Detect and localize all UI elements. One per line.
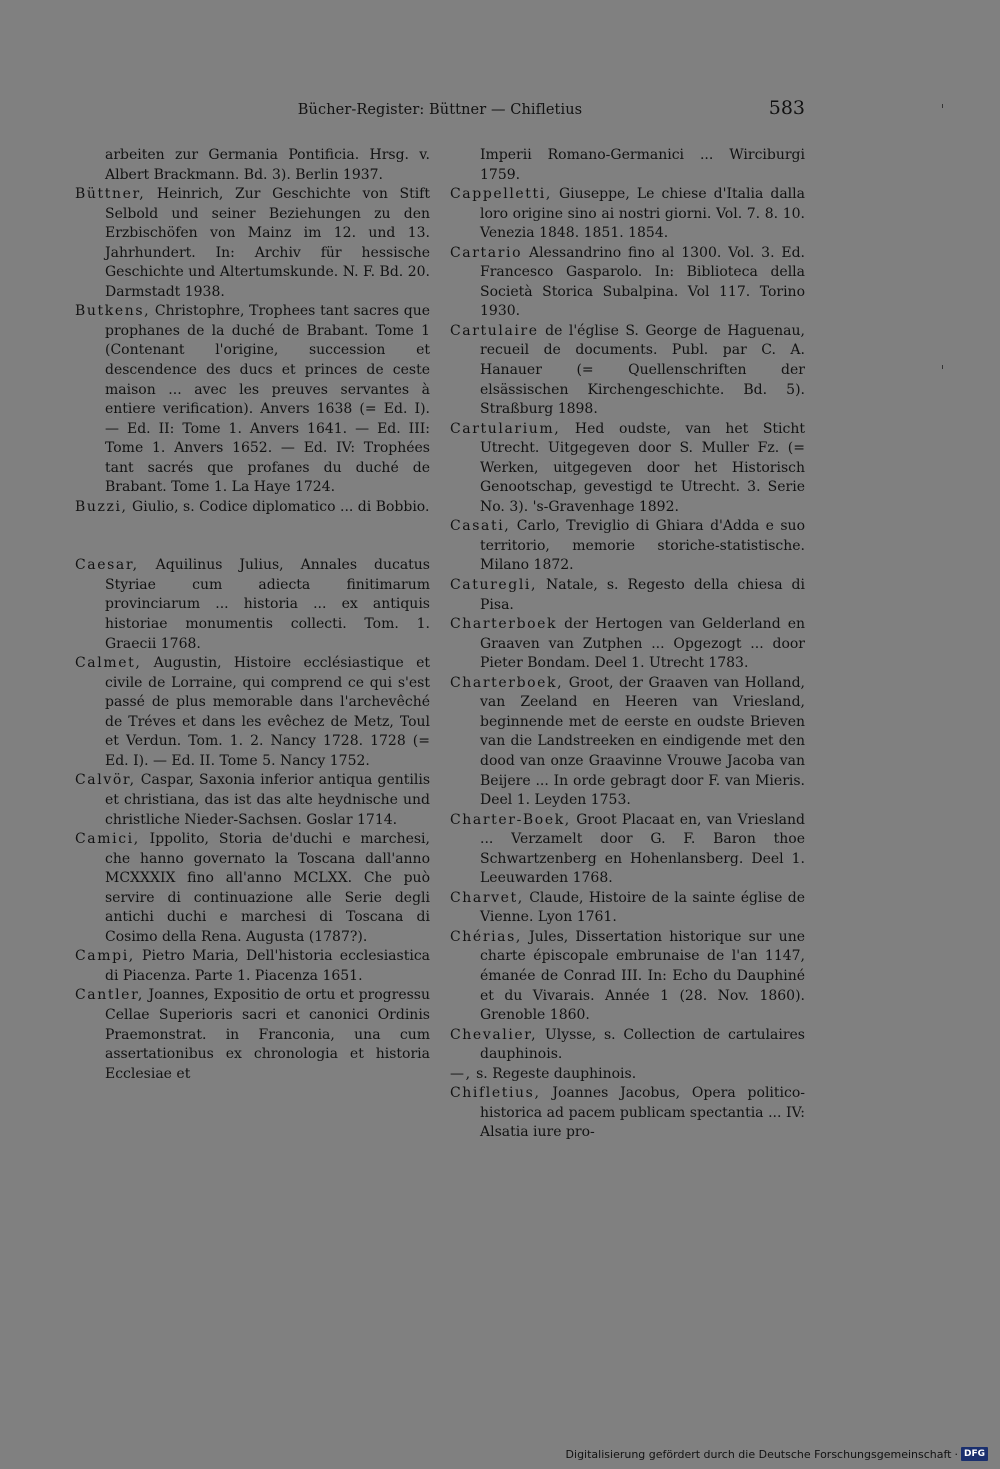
entry-text: Giulio, s. Codice diplomatico ... di Bobbio.	[127, 498, 430, 515]
entry-author: Caesar,	[75, 557, 139, 574]
entry-author: Butkens,	[75, 303, 151, 320]
entry-text: Claude, Histoire de la sainte église de Vienne. Lyon 1761.	[480, 889, 805, 926]
bibliography-entry	[75, 947, 430, 986]
left-column	[75, 146, 430, 1084]
separator-dot: ·	[954, 1447, 958, 1461]
entry-author: Cartularium,	[450, 420, 561, 437]
entry-text: s. Regeste dauphinois.	[471, 1065, 637, 1082]
entry-text: Giuseppe, Le chiese d'Italia dalla loro origine sino ai nostri giorni. Vol. 7. 8. 10. Venezia 1848. 1851. 1854.	[480, 186, 805, 242]
bibliography-entry	[75, 654, 430, 771]
entry-text: Carlo, Treviglio di Ghiara d'Adda e suo territorio, memorie storiche-statistische. Milano 1872.	[480, 518, 805, 574]
bibliography-entry	[450, 185, 805, 244]
entry-text: Hed oudste, van het Sticht Utrecht. Uitgegeven door S. Muller Fz. (= Werken, uitgegeven door het Historisch Genootschap, gevestigd te Utrecht. 3. Serie No. 3). 's-Gravenhage 1892.	[480, 420, 805, 515]
entry-author: Cartario	[450, 244, 523, 261]
entry-text: Christophre, Trophees tant sacres que prophanes de la duché de Brabant. Tome 1 (Contenant l'origine, succession et descendence des ducs et princes de ceste maison ... avec les preuves servantes à entiere verification). Anvers 1638 (= Ed. I). — Ed. II: Tome 1. Anvers 1641. — Ed. III: Tome 1. Anvers 1652. — Ed. IV: Trophées tant sacrés que profanes du duché de Brabant. Tome 1. La Haye 1724.	[105, 303, 430, 496]
bibliography-entry	[75, 302, 430, 497]
bibliography-entry	[450, 1065, 805, 1085]
bibliography-entry	[75, 986, 430, 1084]
entry-text: Augustin, Histoire ecclésiastique et civile de Lorraine, qui comprend ce qui s'est passé de plus memorable dans l'archevêché de Tréves et dans les evêchez de Metz, Toul et Verdun. Tom. 1. 2. Nancy 1728. 1728 (= Ed. I). — Ed. II. Tome 5. Nancy 1752.	[105, 655, 430, 769]
entry-text: Alessandrino fino al 1300. Vol. 3. Ed. Francesco Gasparolo. In: Biblioteca della Società Storica Subalpina. Vol 117. Torino 1930.	[480, 244, 805, 320]
entry-text: Caspar, Saxonia inferior antiqua gentilis et christiana, das ist das alte heydnische und christliche Nieder-Sachsen. Goslar 1714.	[105, 772, 430, 828]
entry-author: Charterboek	[450, 616, 558, 633]
bibliography-entry	[75, 185, 430, 302]
bibliography-entry	[75, 771, 430, 830]
bibliography-entry	[75, 498, 430, 518]
bibliography-entry	[450, 146, 805, 185]
entry-author: Büttner,	[75, 186, 146, 203]
bibliography-entry	[75, 146, 430, 185]
entry-text: Pietro Maria, Dell'historia ecclesiastica di Piacenza. Parte 1. Piacenza 1651.	[105, 948, 430, 984]
bibliography-entry	[75, 830, 430, 947]
bibliography-entry	[450, 244, 805, 322]
entry-author: Cantler,	[75, 987, 144, 1004]
entry-text: Jules, Dissertation historique sur une charte épiscopale embrunaise de l'an 1147, émanée de Conrad III. In: Echo du Dauphiné et du Vivarais. Année 1 (28. Nov. 1860). Grenoble 1860.	[480, 928, 805, 1024]
running-title: Bücher-Register: Büttner — Chifletius	[297, 102, 583, 118]
entry-author: Calvör,	[75, 772, 136, 789]
page-number: 583	[768, 97, 805, 119]
running-header	[75, 95, 805, 125]
footer	[566, 1447, 988, 1461]
bibliography-entry	[450, 615, 805, 674]
entry-author: Buzzi,	[75, 498, 128, 515]
entry-text: Ulysse, s. Collection de cartulaires dauphinois.	[480, 1026, 805, 1063]
entry-author: Cartulaire	[450, 322, 539, 339]
entry-text: arbeiten zur Germania Pontificia. Hrsg. v. Albert Brackmann. Bd. 3). Berlin 1937.	[105, 147, 430, 183]
entry-text: Groot Placaat en, van Vriesland ... Verzamelt door G. F. Baron thoe Schwartzenberg en Hohenlansberg. Deel 1. Leeuwarden 1768.	[480, 811, 805, 887]
entry-author: Camici,	[75, 831, 140, 848]
entry-text: Joannes, Expositio de ortu et progressu Cellae Superioris sacri et canonici Ordinis Praemonstrat. in Franconia, una cum assertationibus ex chronologia et historia Ecclesiae et	[105, 987, 430, 1082]
bibliography-entry	[450, 420, 805, 518]
bibliography-entry	[450, 517, 805, 576]
entry-author: Chifletius,	[450, 1085, 541, 1102]
entry-author: Calmet,	[75, 655, 142, 672]
bibliography-entry	[450, 674, 805, 811]
bibliography-entry	[450, 1084, 805, 1143]
entry-text: Natale, s. Regesto della chiesa di Pisa.	[480, 577, 805, 613]
entry-text: Imperii Romano-Germanici ... Wirciburgi 1759.	[480, 147, 805, 183]
entry-text: Aquilinus Julius, Annales ducatus Styriae cum adiecta finitimarum provinciarum ... historia ... ex antiquis historiae monumentis collecti. Tom. 1. Graecii 1768.	[105, 557, 430, 652]
margin-mark	[942, 104, 943, 108]
entry-author: Chevalier,	[450, 1026, 538, 1043]
entry-author: Cappelletti,	[450, 186, 552, 203]
bibliography-entry	[450, 322, 805, 420]
entry-text: der Hertogen van Gelderland en Graaven van Zutphen ... Opgezogt ... door Pieter Bondam. Deel 1. Utrecht 1783.	[480, 616, 805, 672]
entry-author: —,	[450, 1065, 472, 1082]
entry-author: Campi,	[75, 948, 135, 965]
dfg-logo: DFG	[961, 1447, 988, 1461]
right-column	[450, 146, 805, 1143]
bibliography-entry	[450, 928, 805, 1026]
margin-mark	[942, 365, 943, 369]
entry-author: Casati,	[450, 518, 511, 535]
bibliography-entry	[450, 576, 805, 615]
entry-text: de l'église S. George de Haguenau, recueil de documents. Publ. par C. A. Hanauer (= Quellenschriften der elsässischen Kirchengeschichte. Bd. 5). Straßburg 1898.	[480, 322, 805, 418]
bibliography-entry	[75, 556, 430, 654]
bibliography-entry	[450, 889, 805, 928]
entry-text: Joannes Jacobus, Opera politico-historica ad pacem publicam spectantia ... IV: Alsatia iure pro-	[480, 1085, 805, 1141]
bibliography-entry	[450, 1026, 805, 1065]
entry-text: Groot, der Graaven van Holland, van Zeeland en Heeren van Vriesland, beginnende met de eerste en oudste Brieven van die Landstreeken en eindigende met den dood van onze Graavinne Vrouwe Jacoba van Beijere ... In orde gebragt door F. van Mieris. Deel 1. Leyden 1753.	[480, 674, 805, 809]
footer-text: Digitalisierung gefördert durch die Deutsche Forschungsgemeinschaft	[565, 1447, 952, 1461]
section-gap	[75, 517, 430, 556]
bibliography-entry	[450, 811, 805, 889]
entry-author: Charvet,	[450, 889, 524, 906]
entry-author: Charter-Boek,	[450, 811, 571, 828]
entry-text: Ippolito, Storia de'duchi e marchesi, che hanno governato la Toscana dall'anno MCXXXIX fino all'anno MCLXX. Che può servire di continuazione alle Serie degli antichi duchi e marchesi di Toscana di Cosimo della Rena. Augusta (1787?).	[105, 831, 430, 945]
entry-text: Heinrich, Zur Geschichte von Stift Selbold und seiner Beziehungen zu den Erzbischöfen von Mainz im 12. und 13. Jahrhundert. In: Archiv für hessische Geschichte und Altertumskunde. N. F. Bd. 20. Darmstadt 1938.	[105, 186, 430, 300]
entry-author: Chérias,	[450, 928, 522, 945]
entry-author: Caturegli,	[450, 577, 538, 594]
entry-author: Charterboek,	[450, 674, 564, 691]
